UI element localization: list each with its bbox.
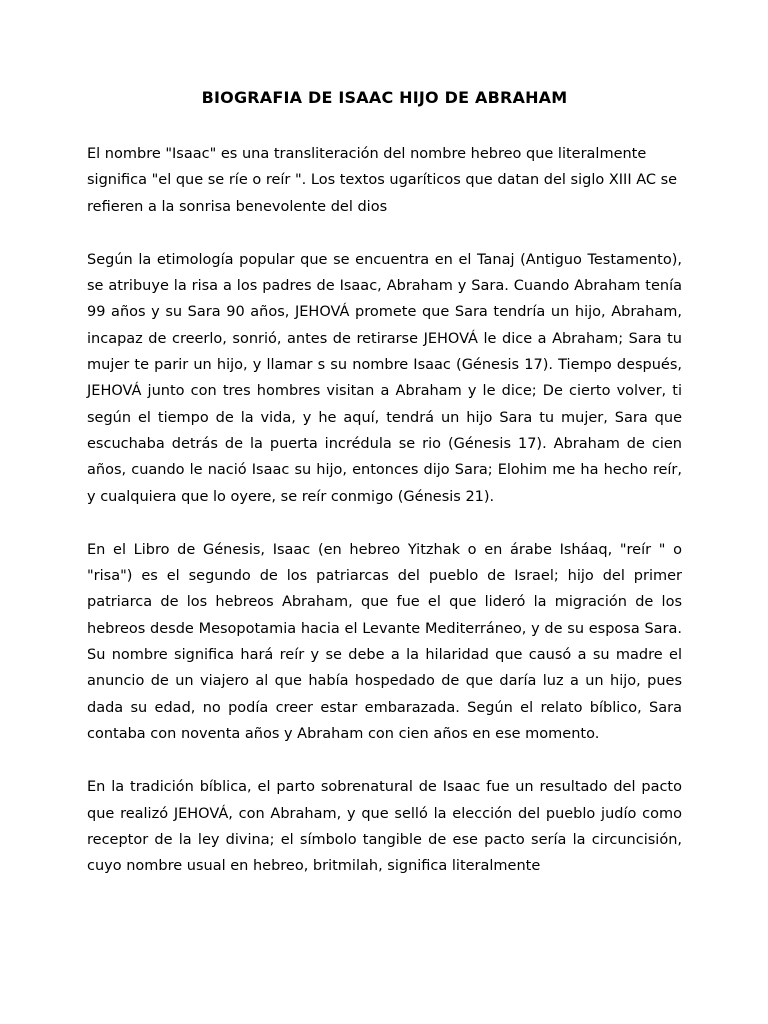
page-title: BIOGRAFIA DE ISAAC HIJO DE ABRAHAM (201, 88, 568, 107)
paragraph-tradition: En la tradición bíblica, el parto sobrenatural de Isaac fue un resultado del pacto que realizó JEHOVÁ, con Abraham, y que selló la elección del pueblo judío como receptor de la ley divina; el símbolo tangible de ese pacto sería la circuncisión, cuyo nombre usual en hebreo, britmilah, significa literalmente (87, 779, 682, 875)
paragraph-etymology: Según la etimología popular que se encuentra en el Tanaj (Antiguo Testamento), se atribuye la risa a los padres de Isaac, Abraham y Sara. Cuando Abraham tenía 99 años y su Sara 90 años, JEHOVÁ promete que Sara tendría un hijo, Abraham, incapaz de creerlo, sonrió, antes de retirarse JEHOVÁ le dice a Abraham; Sara tu mujer te parir un hijo, y llamar s su nombre Isaac (Génesis 17). Tiempo después, JEHOVÁ junto con tres hombres visitan a Abraham y le dice; De cierto volver, ti según el tiempo de la vida, y he aquí, tendrá un hijo Sara tu mujer, Sara que escuchaba detrás de la puerta incrédula se rio (Génesis 17). Abraham de cien años, cuando le nació Isaac su hijo, entonces dijo Sara; Elohim me ha hecho reír, y cualquiera que lo oyere, se reír conmigo (Génesis 21). (87, 251, 682, 505)
paragraph-genesis: En el Libro de Génesis, Isaac (en hebreo Yitzhak o en árabe Isháaq, "reír " o "risa") es el segundo de los patriarcas del pueblo de Israel; hijo del primer patriarca de los hebreos Abraham, que fue el que lideró la migración de los hebreos desde Mesopotamia hacia el Levante Mediterráneo, y de su esposa Sara. Su nombre significa hará reír y se debe a la hilaridad que causó a su madre el anuncio de un viajero al que había hospedado de que daría luz a un hijo, pues dada su edad, no podía creer estar embarazada. Según el relato bíblico, Sara contaba con noventa años y Abraham con cien años en ese momento. (87, 541, 682, 742)
document-page (87, 86, 682, 906)
paragraph-name-meaning: El nombre "Isaac" es una transliteración del nombre hebreo que literalmente significa "el que se ríe o reír ". Los textos ugaríticos que datan del siglo XIII AC se refieren a la sonrisa benevolente del dios (87, 146, 678, 215)
